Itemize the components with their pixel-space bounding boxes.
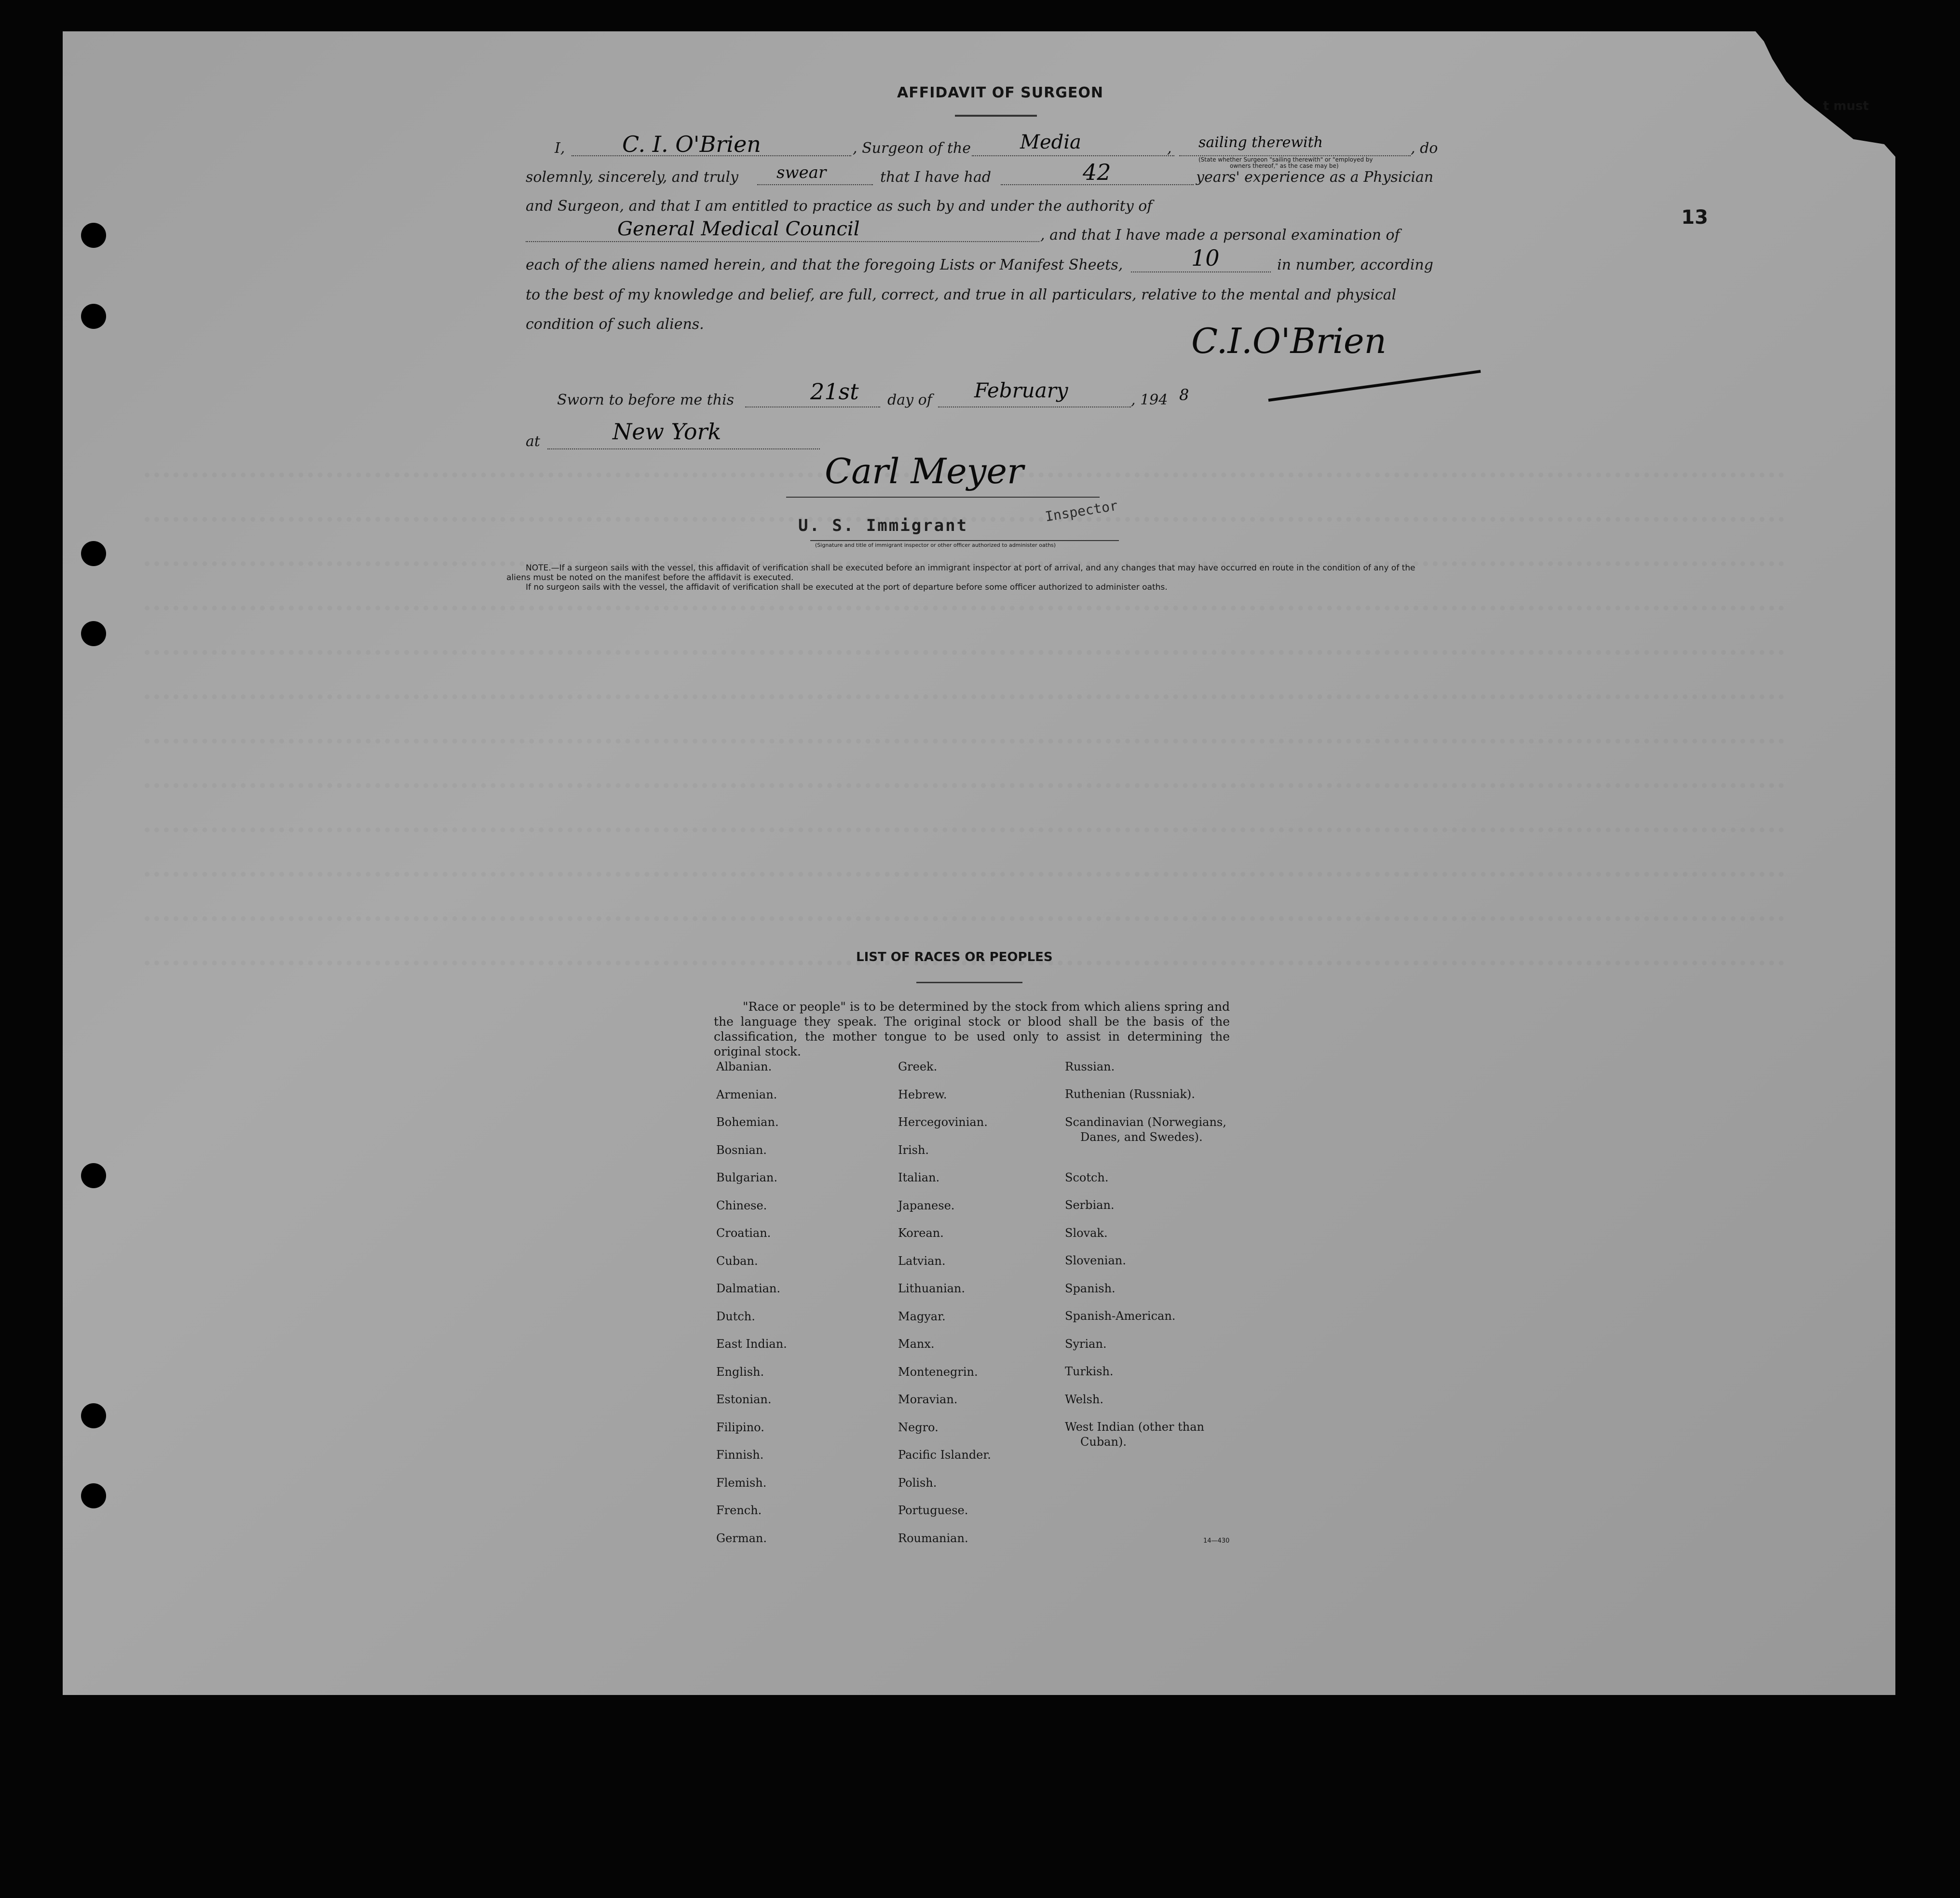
label-year-prefix: , 194: [1131, 392, 1168, 408]
state-whether-caption-2: owners thereof," as the case may be): [1230, 163, 1339, 169]
note-paragraph-1: NOTE.—If a surgeon sails with the vessel, this affidavit of verification shall be executed before an immigrant inspector at port of arrival, and any changes that may have occurred en route in the condition of any of the aliens must be noted on the manifest before the affidavit is executed.: [506, 563, 1416, 583]
race-item: Scandinavian (Norwegians,: [1065, 1115, 1226, 1129]
race-item: Syrian.: [1065, 1337, 1107, 1351]
note-paragraph-2: If no surgeon sails with the vessel, the affidavit of verification shall be executed at the port of departure before some officer authorized to administer oaths.: [526, 583, 1168, 592]
race-item: Pacific Islander.: [898, 1448, 991, 1462]
label-authority: and Surgeon, and that I am entitled to practice as such by and under the authority of: [526, 198, 1153, 215]
inspector-signature: Carl Meyer: [825, 451, 1024, 491]
race-item: German.: [716, 1531, 767, 1545]
label-surgeon-of-the: , Surgeon of the: [853, 140, 971, 157]
place-handwritten: New York: [612, 419, 721, 445]
binder-hole: [81, 1403, 106, 1428]
page-number: 13: [1681, 206, 1708, 229]
years-handwritten: 42: [1083, 159, 1111, 185]
verification-note: [506, 563, 1437, 592]
race-item: Bosnian.: [716, 1143, 767, 1157]
month-handwritten: February: [974, 379, 1068, 402]
authority-handwritten: General Medical Council: [617, 218, 860, 240]
race-item: Dutch.: [716, 1309, 755, 1323]
race-item: Armenian.: [716, 1087, 777, 1101]
race-item: Hercegovinian.: [898, 1115, 988, 1129]
label-knowledge: to the best of my knowledge and belief, are full, correct, and true in all particulars, relative to the mental and physical: [526, 286, 1397, 303]
form-reference: 14—430: [1203, 1537, 1230, 1545]
race-item: Scotch.: [1065, 1171, 1109, 1184]
race-item: Flemish.: [716, 1476, 767, 1490]
state-whether-caption: (State whether Surgeon "sailing therewith" or "employed by: [1198, 156, 1373, 163]
race-item: Portuguese.: [898, 1504, 968, 1517]
race-item: Slovenian.: [1065, 1254, 1126, 1267]
label-do: , do: [1411, 140, 1438, 157]
race-item: Korean.: [898, 1226, 944, 1240]
page-title: AFFIDAVIT OF SURGEON: [897, 84, 1103, 101]
label-solemnly: solemnly, sincerely, and truly: [526, 169, 739, 186]
race-item: Greek.: [898, 1060, 938, 1073]
label-in-number: in number, according: [1277, 257, 1433, 273]
race-item: Cuban.: [716, 1254, 758, 1268]
race-item: Latvian.: [898, 1254, 946, 1268]
race-item: Danes, and Swedes).: [1080, 1130, 1203, 1144]
title-underline: [955, 115, 1037, 117]
race-item: Japanese.: [898, 1198, 955, 1212]
binder-hole: [81, 304, 106, 329]
signature-caption: (Signature and title of immigrant inspector or other officer authorized to administer oaths): [815, 542, 1056, 548]
year-digit-handwritten: 8: [1179, 386, 1189, 404]
race-item: East Indian.: [716, 1337, 787, 1351]
race-item: French.: [716, 1504, 762, 1517]
label-manifest-sheets: each of the aliens named herein, and that the foregoing Lists or Manifest Sheets,: [526, 257, 1123, 273]
binder-hole: [81, 541, 106, 566]
race-item: Polish.: [898, 1476, 937, 1490]
race-item: Dalmatian.: [716, 1282, 781, 1295]
race-item: Filipino.: [716, 1420, 764, 1434]
surgeon-signature: C.I.O'Brien: [1191, 321, 1387, 361]
binder-hole: [81, 621, 106, 646]
race-item: Lithuanian.: [898, 1282, 966, 1295]
race-item: Irish.: [898, 1143, 929, 1157]
race-item: Chinese.: [716, 1198, 767, 1212]
race-item: Negro.: [898, 1420, 939, 1434]
race-item: Spanish.: [1065, 1282, 1116, 1295]
race-item: Croatian.: [716, 1226, 771, 1240]
binder-hole: [81, 1163, 106, 1188]
race-item: Welsh.: [1065, 1393, 1103, 1406]
role-handwritten: sailing therewith: [1198, 134, 1323, 151]
race-item: Italian.: [898, 1171, 940, 1184]
label-day-of: day of: [887, 392, 932, 408]
us-immigrant-stamp: U. S. Immigrant: [798, 516, 968, 535]
day-handwritten: 21st: [810, 379, 859, 405]
race-item: Spanish-American.: [1065, 1309, 1176, 1323]
race-item: Albanian.: [716, 1060, 772, 1073]
ship-name-handwritten: Media: [1020, 131, 1081, 153]
race-item: Bulgarian.: [716, 1171, 777, 1184]
race-item: Manx.: [898, 1337, 935, 1351]
race-item: Roumanian.: [898, 1531, 968, 1545]
race-item: Serbian.: [1065, 1198, 1115, 1212]
inspector-stamp: Inspector: [1044, 497, 1119, 525]
race-item: Cuban).: [1080, 1435, 1127, 1449]
label-personal-examination: , and that I have made a personal examination of: [1040, 227, 1400, 244]
race-item: Russian.: [1065, 1060, 1115, 1073]
race-item: English.: [716, 1365, 764, 1379]
race-item: Slovak.: [1065, 1226, 1108, 1240]
race-item: Finnish.: [716, 1448, 764, 1462]
binder-hole: [81, 1483, 106, 1508]
label-i: I,: [555, 140, 565, 157]
binder-hole: [81, 223, 106, 248]
surgeon-name-handwritten: C. I. O'Brien: [622, 131, 761, 157]
races-title-underline: [916, 982, 1022, 983]
label-that-i-have-had: that I have had: [880, 169, 992, 186]
sheets-handwritten: 10: [1191, 245, 1220, 271]
race-item: West Indian (other than: [1065, 1420, 1204, 1434]
race-item: Bohemian.: [716, 1115, 779, 1129]
race-item: Ruthenian (Russniak).: [1065, 1087, 1195, 1101]
race-item: Hebrew.: [898, 1087, 947, 1101]
race-item: Turkish.: [1065, 1365, 1114, 1378]
label-sworn: Sworn to before me this: [557, 392, 735, 408]
race-item: Magyar.: [898, 1309, 946, 1323]
race-item: Moravian.: [898, 1393, 958, 1406]
race-item: Montenegrin.: [898, 1365, 978, 1379]
race-item: Estonian.: [716, 1393, 772, 1406]
races-title: LIST OF RACES OR PEOPLES: [856, 950, 1053, 964]
label-condition: condition of such aliens.: [526, 316, 704, 333]
label-at: at: [526, 433, 540, 450]
oath-handwritten: swear: [776, 163, 827, 182]
corner-text: t must: [1823, 99, 1869, 113]
bleed-through-manifest: [145, 434, 1784, 940]
label-years-experience: years' experience as a Physician: [1196, 169, 1434, 186]
races-intro: "Race or people" is to be determined by the stock from which aliens spring and the language they speak. The original stock or blood shall be the basis of the classification, the mother tongue to be used only to assist in determining the original stock.: [714, 1000, 1230, 1058]
